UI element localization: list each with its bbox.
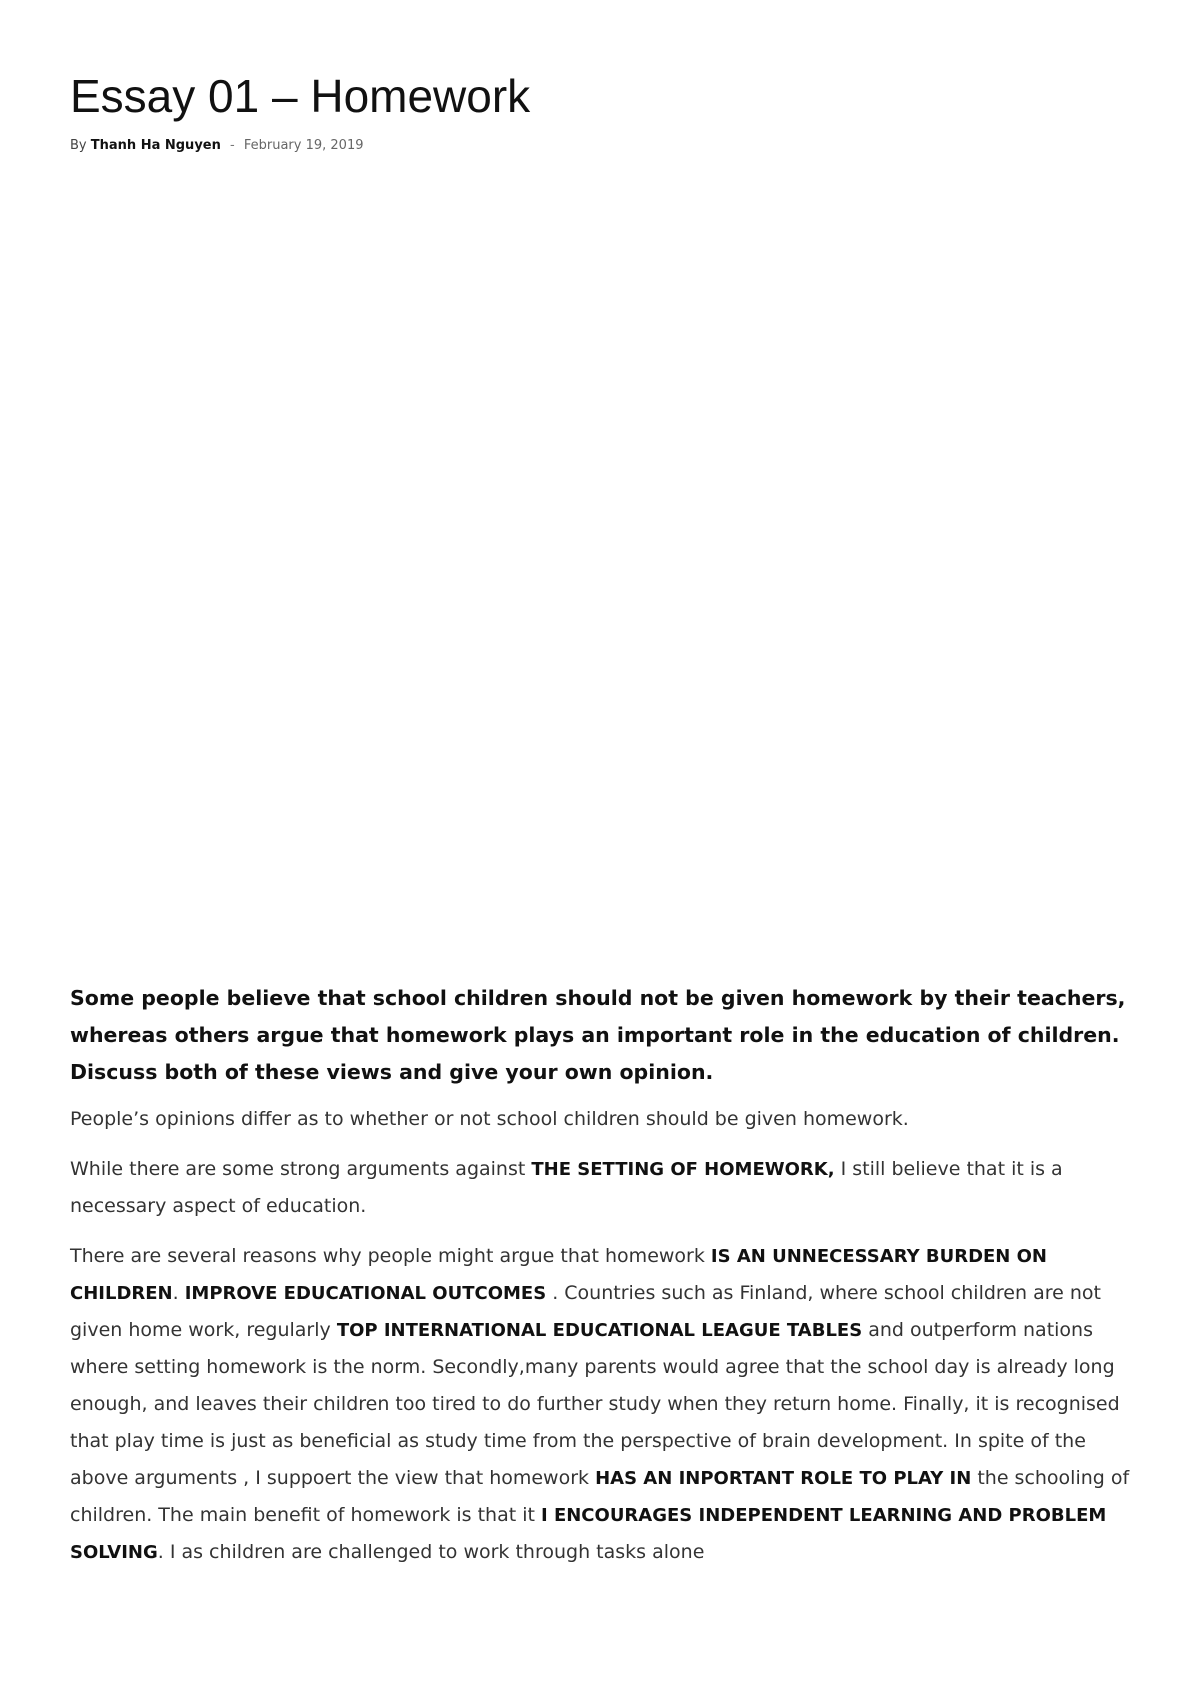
essay-paragraph <box>70 1151 1135 1225</box>
author-link[interactable]: Thanh Ha Nguyen <box>90 138 221 153</box>
byline-by-label: By <box>70 138 87 153</box>
paragraph-text: the schooling of children. The main benefit of homework is that it <box>70 1467 1130 1526</box>
highlighted-phrase: I ENCOURAGES INDEPENDENT LEARNING AND PROBLEM SOLVING <box>70 1505 1107 1563</box>
essay-prompt: Some people believe that school children should not be given homework by their teachers, whereas others argue that homework plays an important role in the education of children. Discuss both of these views and give your own opinion. <box>70 986 1126 1084</box>
paragraph-text: and outperform nations where setting homework is the norm. Secondly,many parents would agree that the school day is already long enough, and leaves their children too tired to do further study when they return home. Finally, it is recognised that play time is just as beneficial as study time from the perspective of brain development. In spite of the above arguments , I suppoert the view that homework <box>70 1319 1120 1489</box>
byline-separator: - <box>230 138 235 153</box>
paragraph-text: . I as children are challenged to work through tasks alone <box>157 1541 705 1563</box>
paragraph-text: People’s opinions differ as to whether or not school children should be given homework. <box>70 1108 909 1130</box>
highlighted-phrase: TOP INTERNATIONAL EDUCATIONAL LEAGUE TABLES <box>336 1320 863 1341</box>
highlighted-phrase: IS AN UNNECESSARY BURDEN ON CHILDREN <box>70 1246 1047 1304</box>
essay-body <box>70 980 1135 1584</box>
essay-paragraph <box>70 1101 1135 1138</box>
paragraph-text: . <box>172 1282 185 1304</box>
highlighted-phrase: HAS AN INPORTANT ROLE TO PLAY IN <box>595 1468 972 1489</box>
essay-paragraph <box>70 1238 1135 1571</box>
paragraph-text: There are several reasons why people might argue that homework <box>70 1245 711 1267</box>
blank-media-area <box>70 185 1135 965</box>
highlighted-phrase: THE SETTING OF HOMEWORK, <box>531 1159 835 1180</box>
paragraph-text: . Countries such as Finland, where school children are not given home work, regularly <box>70 1282 1101 1341</box>
publish-date: February 19, 2019 <box>243 138 364 153</box>
byline <box>70 137 364 155</box>
paragraph-text: I still believe that it is a necessary aspect of education. <box>70 1158 1063 1217</box>
page-title: Essay 01 – Homework <box>70 70 531 122</box>
highlighted-phrase: IMPROVE EDUCATIONAL OUTCOMES <box>184 1283 547 1304</box>
paragraph-text: While there are some strong arguments against <box>70 1158 532 1180</box>
